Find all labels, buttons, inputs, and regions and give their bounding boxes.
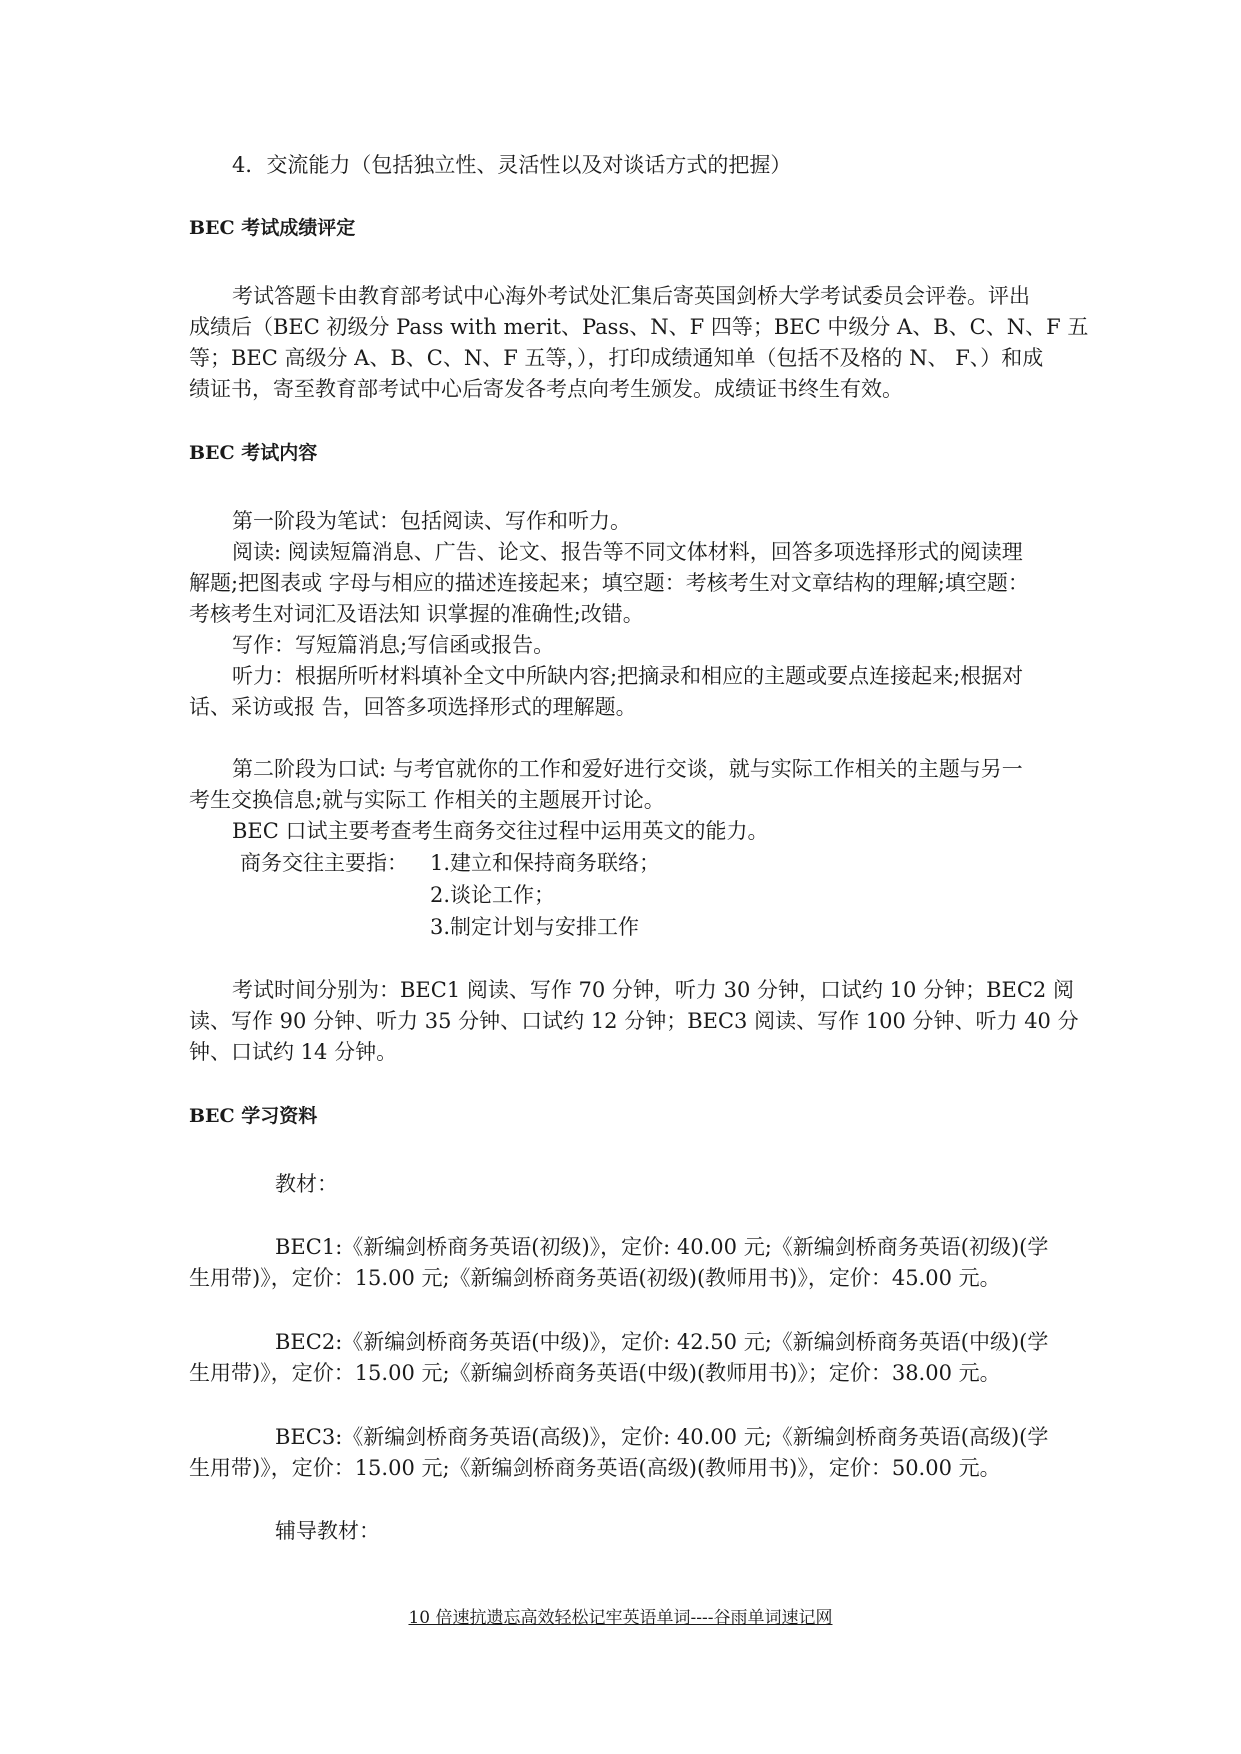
business-communication-label: 商务交往主要指： xyxy=(240,851,408,875)
paragraph-line: BEC 口试主要考查考生商务交往过程中运用英文的能力。 xyxy=(232,819,769,843)
paragraph-line: 等；BEC 高级分 A、B、C、N、F 五等，），打印成绩通知单（包括不及格的 N、 F、）和成 xyxy=(189,346,1044,370)
paragraph-line: 4．交流能力（包括独立性、灵活性以及对谈话方式的把握） xyxy=(232,153,792,177)
paragraph-line: 成绩后（BEC 初级分 Pass with merit、Pass、N、F 四等；BEC 中级分 A、B、C、N、F 五 xyxy=(189,315,1089,339)
paragraph-line: 考试答题卡由教育部考试中心海外考试处汇集后寄英国剑桥大学考试委员会评卷。评出 xyxy=(232,284,1030,308)
paragraph-line: 生用带)》，定价：15.00 元;《新编剑桥商务英语(中级)(教师用书)》；定价：38.00 元。 xyxy=(189,1361,1001,1385)
paragraph-line: BEC2:《新编剑桥商务英语(中级)》，定价: 42.50 元;《新编剑桥商务英语(中级)(学 xyxy=(275,1330,1049,1354)
paragraph-line: 话、采访或报 告，回答多项选择形式的理解题。 xyxy=(189,695,637,719)
paragraph-line: 第一阶段为笔试：包括阅读、写作和听力。 xyxy=(232,509,631,533)
paragraph-line: 生用带)》，定价：15.00 元;《新编剑桥商务英语(初级)(教师用书)》，定价：45.00 元。 xyxy=(189,1266,1001,1290)
paragraph-line: 绩证书，寄至教育部考试中心后寄发各考点向考生颁发。成绩证书终生有效。 xyxy=(189,377,903,401)
paragraph-line: BEC3:《新编剑桥商务英语(高级)》，定价: 40.00 元;《新编剑桥商务英语(高级)(学 xyxy=(275,1425,1049,1449)
paragraph-line: 钟、口试约 14 分钟。 xyxy=(189,1040,398,1064)
paragraph-line: 考核考生对词汇及语法知 识掌握的准确性;改错。 xyxy=(189,602,644,626)
paragraph-line: BEC1:《新编剑桥商务英语(初级)》，定价: 40.00 元;《新编剑桥商务英语(初级)(学 xyxy=(275,1235,1049,1259)
list-item: 2.谈论工作； xyxy=(430,883,556,907)
paragraph-line: 考生交换信息;就与实际工 作相关的主题展开讨论。 xyxy=(189,788,665,812)
paragraph-line: 解题;把图表或 字母与相应的描述连接起来；填空题：考核考生对文章结构的理解;填空题： xyxy=(189,571,1029,595)
section-heading-content: BEC 考试内容 xyxy=(189,442,318,464)
paragraph-line: 写作：写短篇消息;写信函或报告。 xyxy=(232,633,555,657)
paragraph-line: 考试时间分别为：BEC1 阅读、写作 70 分钟，听力 30 分钟，口试约 10 分钟；BEC2 阅 xyxy=(232,978,1074,1002)
list-item: 1.建立和保持商务联络； xyxy=(430,851,661,875)
paragraph-line: 听力：根据所听材料填补全文中所缺内容;把摘录和相应的主题或要点连接起来;根据对 xyxy=(232,664,1024,688)
footer-link[interactable]: 10 倍速抗遗忘高效轻松记牢英语单词----谷雨单词速记网 xyxy=(408,1608,833,1628)
paragraph-line: 教材： xyxy=(275,1172,338,1196)
paragraph-line: 第二阶段为口试: 与考官就你的工作和爱好进行交谈，就与实际工作相关的主题与另一 xyxy=(232,757,1023,781)
paragraph-line: 生用带)》，定价：15.00 元;《新编剑桥商务英语(高级)(教师用书)》，定价：50.00 元。 xyxy=(189,1456,1001,1480)
section-heading-score: BEC 考试成绩评定 xyxy=(189,217,356,239)
paragraph-line: 阅读: 阅读短篇消息、广告、论文、报告等不同文体材料，回答多项选择形式的阅读理 xyxy=(232,540,1023,564)
paragraph-line: 读、写作 90 分钟、听力 35 分钟、口试约 12 分钟；BEC3 阅读、写作 100 分钟、听力 40 分 xyxy=(189,1009,1079,1033)
paragraph-line: 辅导教材： xyxy=(275,1519,380,1543)
list-item: 3.制定计划与安排工作 xyxy=(430,915,640,939)
business-communication-row xyxy=(240,848,660,878)
section-heading-materials: BEC 学习资料 xyxy=(189,1105,318,1127)
